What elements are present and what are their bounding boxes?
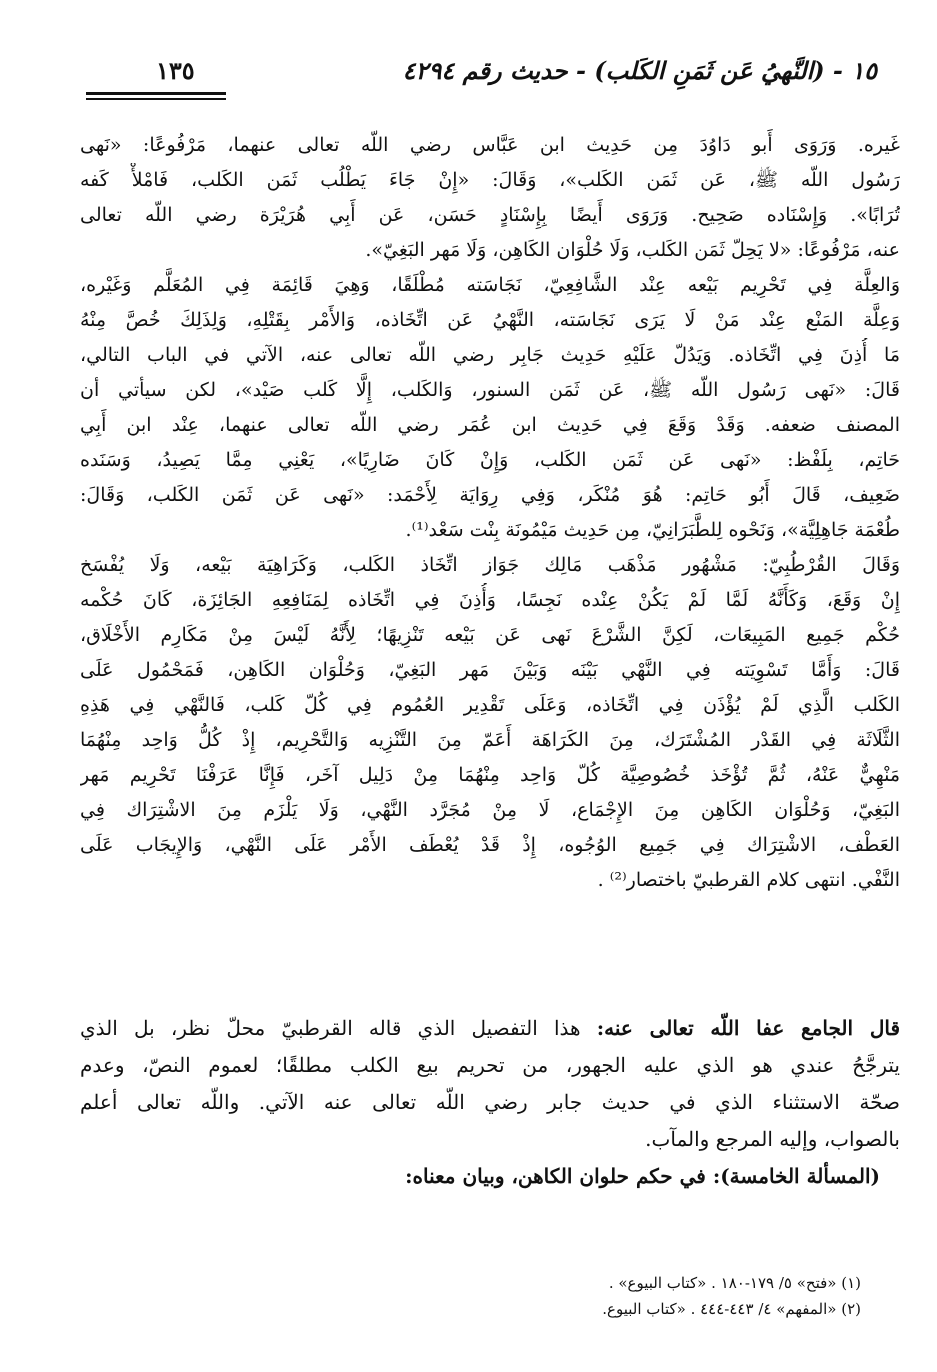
header-rule-thin bbox=[86, 98, 226, 100]
compiler-comment bbox=[80, 1010, 900, 1195]
text-line: صحّة الاستثناء الذي في حديث جابر رضي اللّه تعالى عنه الآتي. واللّه تعالى أعلم bbox=[80, 1090, 900, 1114]
text-line: إِنْ وَقَعَ، وَكَأَنَّهُ لَمَّا لَمْ يَكُنْ عِنْده نَجِسًا، وَأُذِنَ فِي اتِّخَاذه لِمَنَافِعِهِ الجَائِزَة، كَانَ حُكْمه bbox=[80, 589, 900, 611]
text-line: مَا أُذِنَ فِي اتِّخَاذه. وَيَدُلّ عَلَيْهِ حَدِيث جَابِر رضي اللّه تعالى عنه، الآتي في الباب التالي، bbox=[80, 344, 900, 366]
text-line: وَقَالَ القُرْطُبِيّ: مَشْهُور مَذْهَب مَالِك جَوَاز اتِّخَاذ الكَلب، وَكَرَاهِيَة بَيْعه، وَلَا يُفْسَخ bbox=[80, 554, 900, 576]
running-title: ١٥ - (النَّهيُ عَن ثَمَنِ الكَلب) - حديث رقم ٤٢٩٤ bbox=[402, 56, 877, 85]
text-line: حُكْم جَمِيع المَبِيعَات، لَكِنَّ الشَّرْعَ نَهى عَن بَيْعه تَنْزِيهًا؛ لِأَنَّهُ لَيْسَ مِنْ مَكَارِم الأَخْلَاق، bbox=[80, 624, 900, 646]
comment-text: هذا التفصيل الذي قاله القرطبيّ محلّ نظر، بل الذي bbox=[80, 1016, 597, 1040]
section-heading bbox=[80, 1158, 900, 1195]
text-line: العَطْف، الاشْتِرَاك فِي جَمِيع الوُجُوه، إِذْ قَدْ يُعْطَف الأَمْر عَلَى النَّهْي، وَالإِيجَاب عَلَى bbox=[80, 834, 900, 856]
text-line: تُرَابًا». وَإِسْنَاده صَحِيح. وَرَوَى أَيضًا بِإِسْنَادٍ حَسَن، عَن أَبِي هُرَيْرَة رضي اللّه تعالى bbox=[80, 204, 900, 226]
comment-lead: قال الجامع عفا اللّه تعالى عنه: bbox=[596, 1016, 900, 1040]
text-line: عنه، مَرْفُوعًا: «لا يَحِلّ ثَمَن الكَلب، وَلَا حُلْوَان الكَاهِن، وَلَا مَهر البَغِيّ». bbox=[365, 239, 900, 261]
footnote: (١) «فتح» ٥/ ١٧٩-١٨٠ . «كتاب البيوع» . bbox=[608, 1274, 861, 1292]
text-line: حَاتِم، بِلَفْظ: «نَهى عَن ثَمَن الكَلب، وَإِنْ كَانَ ضَارِيًا»، يَعْنِي مِمَّا يَصِيدُ، وَسَنَده bbox=[80, 449, 900, 471]
question-title: في حكم حلوان الكاهن، وبيان معناه: bbox=[405, 1164, 713, 1188]
footnote: (٢) «المفهم» ٤/ ٤٤٣-٤٤٤ . «كتاب البيوع. bbox=[602, 1300, 861, 1318]
question-lead: (المسألة الخامسة): bbox=[712, 1164, 880, 1188]
text-line: قَالَ: «نَهى رَسُول اللّه ﷺ، عَن ثَمَن السنور، وَالكَلب، إِلَّا كَلب صَيْد»، لكن سيأتي أن bbox=[80, 379, 900, 401]
footnotes bbox=[401, 1270, 861, 1322]
text-line: الثَّلَاثَة فِي القَدْر المُشْتَرَك، مِنَ الكَرَاهَة أَعَمّ مِنَ التَّنْزِيه وَالتَّحْرِيم، إِذْ كُلُّ وَاحِد مِنْهُمَا bbox=[80, 729, 900, 751]
text-line: غَيره. وَرَوَى أَبو دَاوُدَ مِن حَدِيث ابن عَبَّاس رضي اللّه تعالى عنهما، مَرْفُوعًا: «نَهى bbox=[80, 134, 900, 156]
text-line: ضَعِيف، قَالَ أَبُو حَاتِم: هُوَ مُنْكَر، وَفِي رِوَايَة لِأَحْمَد: «نَهى عَن ثَمَن الكَلب، وَقَالَ: bbox=[80, 484, 900, 506]
text-line: مَنْهِيٌّ عَنْهُ، ثُمَّ تُؤْخَذ خُصُوصِيَّة كُلّ وَاحِد مِنْهُمَا مِنْ دَلِيل آخَر، فَإِنَّا عَرَفْنَا تَحْرِيم مَهر bbox=[80, 764, 900, 786]
header-rule-thick bbox=[86, 92, 226, 95]
text-line: وَالعِلَّة فِي تَحْرِيم بَيْعه عِنْد الشَّافِعِيّ، نَجَاسَته مُطْلَقًا، وَهِيَ قَائِمَة فِي المُعَلَّم وَغَيْره، bbox=[80, 274, 900, 296]
text-line: رَسُول اللّه ﷺ، عَن ثَمَن الكَلب»، وَقَالَ: «إِنْ جَاءَ يَطْلُب ثَمَن الكَلب، فَامْلأْ كَفه bbox=[80, 169, 900, 191]
text-line: يترجَّحُ عندي هو الذي عليه الجهور، من تحريم بيع الكلب مطلقًا؛ لعموم النصّ، وعدم bbox=[80, 1053, 900, 1077]
text-line: بالصواب، وإليه المرجع والمآب. bbox=[645, 1127, 900, 1151]
text-line bbox=[80, 1010, 900, 1047]
page-number: ١٣٥ bbox=[156, 56, 195, 85]
page-header bbox=[78, 50, 877, 110]
text-line: النَّفْي. انتهى كلام القرطبيّ باختصار⁽²⁾ . bbox=[597, 869, 900, 891]
main-text bbox=[80, 128, 900, 898]
text-line: الكَلب الَّذِي لَمْ يُؤْذَن فِي اتِّخَاذه، وَعَلَى تَقْدِير العُمُوم فِي كُلّ كَلب، فَالنَّهْي فِي هَذِهِ bbox=[80, 694, 900, 716]
text-line: وَعِلَّة المَنْع عِنْد مَنْ لَا يَرَى نَجَاسَته، النَّهْيُ عَن اتِّخَاذه، وَالأَمْر بِقَتْلِهِ، وَلِذَلِكَ خُصَّ مِنْهُ bbox=[80, 309, 900, 331]
text-line: البَغِيّ، وَحُلْوَان الكَاهِن مِنَ الإِجْمَاع، لَا مِنْ مُجَرَّد النَّهْي، وَلَا يَلْزَم مِنَ الاشْتِرَاك فِي bbox=[80, 799, 900, 821]
text-line: طُعْمَة جَاهِلِيَّة»، وَنَحْوه لِلطَّبَرَانِيّ، مِن حَدِيث مَيْمُونَة بِنْت سَعْد⁽¹⁾. bbox=[405, 519, 900, 541]
text-line: قَالَ: وَأَمَّا تَسْوِيَته فِي النَّهْي بَيْنَه وَبَيْنَ مَهر البَغِيّ، وَحُلْوَان الكَاهِن، فَمَحْمُول عَلَى bbox=[80, 659, 900, 681]
text-line: المصنف ضعفه. وَقَدْ وَقَعَ فِي حَدِيث ابن عُمَر رضي اللّه تعالى عنهما، عِنْد ابن أَبِي bbox=[80, 414, 900, 436]
